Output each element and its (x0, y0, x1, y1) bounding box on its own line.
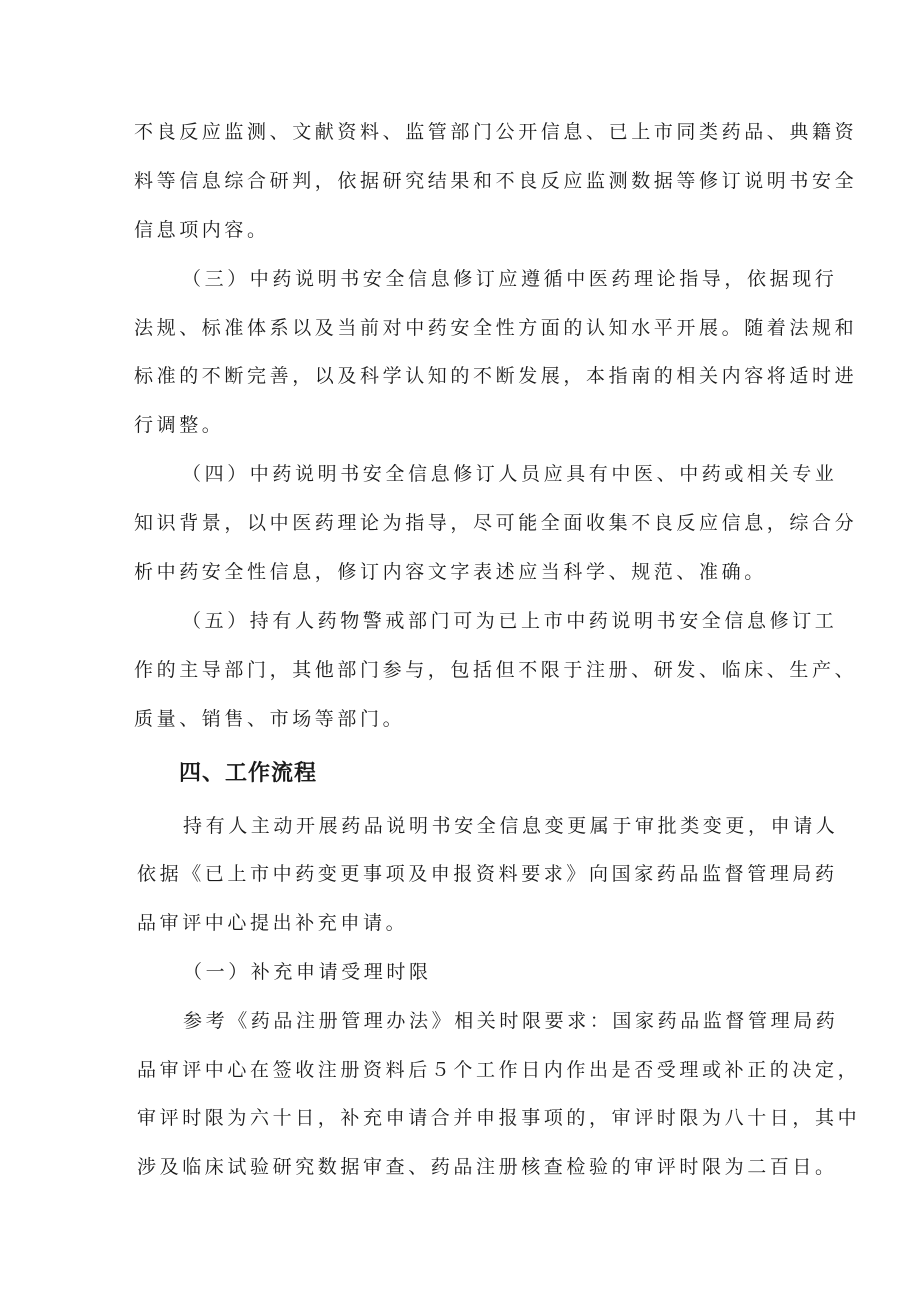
paragraph-line: 参考《药品注册管理办法》相关时限要求：国家药品监督管理局药 (183, 1010, 839, 1032)
paragraph-line: 知识背景，以中医药理论为指导，尽可能全面收集不良反应信息，综合分 (134, 512, 858, 534)
paragraph-line: 涉及临床试验研究数据审查、药品注册核查检验的审评时限为二百日。 (137, 1156, 838, 1178)
paragraph-line: （五）持有人药物警戒部门可为已上市中药说明书安全信息修订工 (182, 610, 838, 632)
paragraph-line: 作的主导部门，其他部门参与，包括但不限于注册、研发、临床、生产、 (134, 659, 858, 681)
section-heading: 四、工作流程 (179, 761, 318, 786)
subheading: （一）补充申请受理时限 (183, 961, 432, 983)
paragraph-line: 依据《已上市中药变更事项及申报资料要求》向国家药品监督管理局药 (137, 863, 838, 885)
paragraph-line: 品审评中心在签收注册资料后５个工作日内作出是否受理或补正的决定， (137, 1059, 861, 1081)
paragraph-line: 析中药安全性信息，修订内容文字表述应当科学、规范、准确。 (134, 561, 767, 583)
paragraph-line: （三）中药说明书安全信息修订应遵循中医药理论指导，依据现行 (182, 268, 838, 290)
paragraph-line: 质量、销售、市场等部门。 (134, 708, 406, 730)
paragraph-line: 审评时限为六十日，补充申请合并申报事项的，审评时限为八十日，其中 (137, 1107, 861, 1129)
paragraph-line: 信息项内容。 (134, 219, 270, 241)
paragraph-line: 法规、标准体系以及当前对中药安全性方面的认知水平开展。随着法规和 (134, 317, 858, 339)
paragraph-line: 不良反应监测、文献资料、监管部门公开信息、已上市同类药品、典籍资 (134, 121, 858, 143)
paragraph-line: 行调整。 (134, 414, 225, 436)
paragraph-line: （四）中药说明书安全信息修订人员应具有中医、中药或相关专业 (182, 463, 838, 485)
paragraph-line: 品审评中心提出补充申请。 (137, 912, 409, 934)
paragraph-line: 持有人主动开展药品说明书安全信息变更属于审批类变更，申请人 (183, 815, 839, 837)
paragraph-line: 标准的不断完善，以及科学认知的不断发展，本指南的相关内容将适时进 (134, 365, 858, 387)
paragraph-line: 料等信息综合研判，依据研究结果和不良反应监测数据等修订说明书安全 (134, 170, 858, 192)
